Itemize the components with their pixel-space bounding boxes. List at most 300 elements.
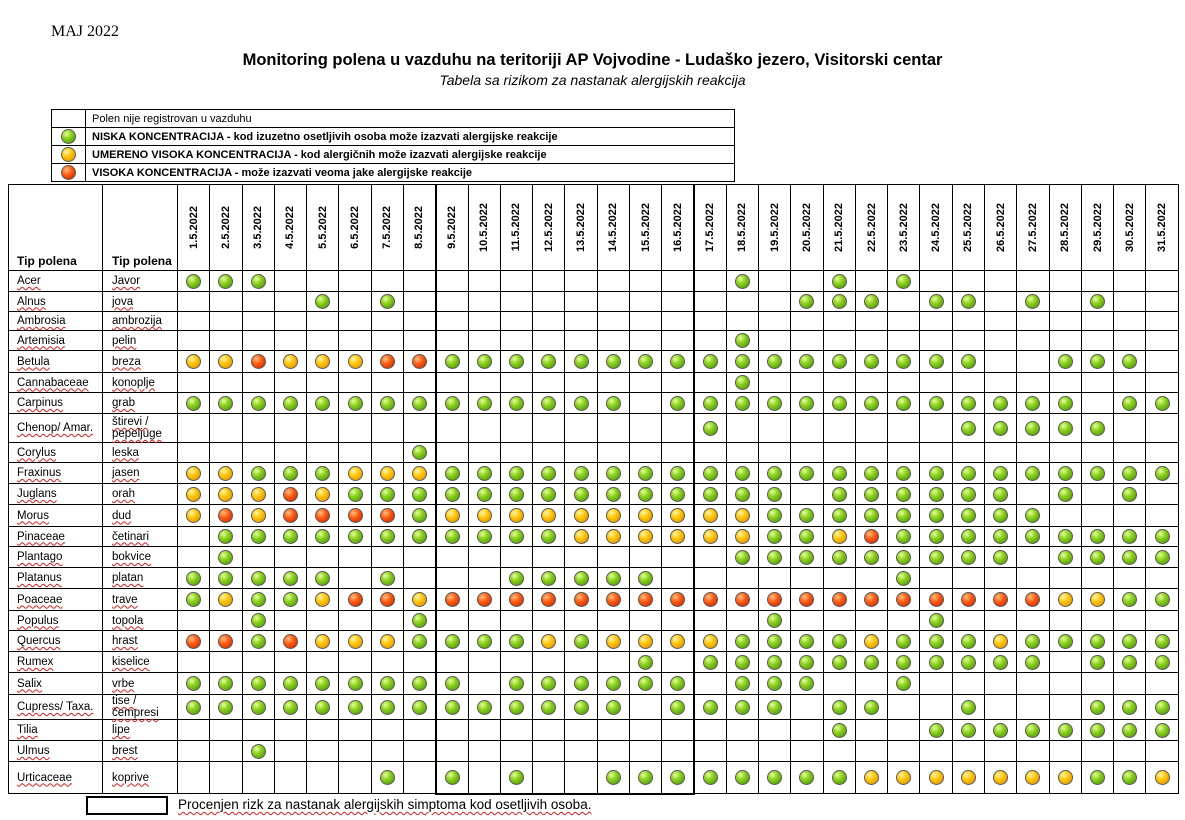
green-dot-icon xyxy=(832,294,847,309)
yellow-dot-icon xyxy=(735,508,750,523)
green-dot-icon xyxy=(929,655,944,670)
pollen-local-name: četinari xyxy=(103,527,178,547)
level-cell xyxy=(920,568,952,589)
level-cell xyxy=(629,720,661,741)
green-dot-icon xyxy=(929,466,944,481)
level-cell xyxy=(694,673,726,695)
level-cell xyxy=(855,351,887,373)
legend-text: VISOKA KONCENTRACIJA - može izazvati veoma jake alergijske reakcije xyxy=(86,164,735,182)
level-cell xyxy=(985,652,1017,673)
level-cell xyxy=(823,589,855,611)
red-dot-icon xyxy=(61,165,76,180)
level-cell xyxy=(436,271,468,292)
green-dot-icon xyxy=(1090,466,1105,481)
green-dot-icon xyxy=(929,613,944,628)
green-dot-icon xyxy=(799,655,814,670)
green-dot-icon xyxy=(735,333,750,348)
level-cell xyxy=(178,292,210,312)
green-dot-icon xyxy=(445,354,460,369)
date-label: 20.5.2022 xyxy=(800,203,813,252)
level-cell xyxy=(403,720,435,741)
level-cell xyxy=(210,547,242,568)
green-dot-icon xyxy=(993,421,1008,436)
level-cell xyxy=(985,505,1017,527)
green-dot-icon xyxy=(799,676,814,691)
level-cell xyxy=(274,414,306,443)
green-dot-icon xyxy=(380,487,395,502)
level-cell xyxy=(759,505,791,527)
red-dot-icon xyxy=(380,354,395,369)
green-dot-icon xyxy=(929,529,944,544)
green-dot-icon xyxy=(1090,634,1105,649)
green-dot-icon xyxy=(509,676,524,691)
level-cell xyxy=(371,631,403,652)
green-dot-icon xyxy=(832,655,847,670)
level-cell xyxy=(242,312,274,331)
level-cell xyxy=(1114,652,1146,673)
level-cell xyxy=(1146,351,1178,373)
date-label: 29.5.2022 xyxy=(1091,203,1104,252)
red-dot-icon xyxy=(574,592,589,607)
legend-text: Polen nije registrovan u vazduhu xyxy=(86,110,735,128)
table-row xyxy=(9,292,1179,312)
level-cell xyxy=(533,351,565,373)
level-cell xyxy=(371,271,403,292)
level-cell xyxy=(565,611,597,631)
level-cell xyxy=(565,505,597,527)
level-cell xyxy=(339,695,371,720)
green-dot-icon xyxy=(735,700,750,715)
level-cell xyxy=(1049,484,1081,505)
level-cell xyxy=(274,762,306,794)
table-row xyxy=(9,652,1179,673)
level-cell xyxy=(823,484,855,505)
level-cell xyxy=(339,652,371,673)
yellow-dot-icon xyxy=(929,770,944,785)
green-dot-icon xyxy=(509,487,524,502)
pollen-local-name: lipe xyxy=(103,720,178,741)
level-cell xyxy=(726,443,758,463)
level-cell xyxy=(1049,271,1081,292)
date-header xyxy=(952,185,984,271)
level-cell xyxy=(210,589,242,611)
green-dot-icon xyxy=(638,571,653,586)
level-cell xyxy=(307,393,339,414)
level-cell xyxy=(500,720,532,741)
pollen-latin-name: Pinaceae xyxy=(9,527,103,547)
green-dot-icon xyxy=(1058,421,1073,436)
level-cell xyxy=(533,695,565,720)
level-cell xyxy=(468,505,500,527)
green-dot-icon xyxy=(799,529,814,544)
level-cell xyxy=(629,414,661,443)
level-cell xyxy=(662,695,694,720)
level-cell xyxy=(759,331,791,351)
level-cell xyxy=(468,673,500,695)
yellow-dot-icon xyxy=(638,529,653,544)
level-cell xyxy=(468,414,500,443)
date-label: 23.5.2022 xyxy=(897,203,910,252)
level-cell xyxy=(888,463,920,484)
level-cell xyxy=(500,652,532,673)
level-cell xyxy=(920,762,952,794)
green-dot-icon xyxy=(864,466,879,481)
level-cell xyxy=(533,720,565,741)
green-dot-icon xyxy=(1122,634,1137,649)
green-dot-icon xyxy=(1058,550,1073,565)
pollen-latin-name: Quercus xyxy=(9,631,103,652)
level-cell xyxy=(307,741,339,762)
date-header xyxy=(403,185,435,271)
level-cell xyxy=(759,741,791,762)
level-cell xyxy=(888,695,920,720)
level-cell xyxy=(791,568,823,589)
green-dot-icon xyxy=(1090,700,1105,715)
date-header xyxy=(726,185,758,271)
level-cell xyxy=(565,393,597,414)
pollen-local-name: tise / čempresi xyxy=(103,695,178,720)
level-cell xyxy=(565,351,597,373)
green-dot-icon xyxy=(896,571,911,586)
green-dot-icon xyxy=(283,571,298,586)
level-cell xyxy=(1081,351,1113,373)
level-cell xyxy=(533,373,565,393)
level-cell xyxy=(920,720,952,741)
green-dot-icon xyxy=(541,396,556,411)
green-dot-icon xyxy=(412,487,427,502)
level-cell xyxy=(597,373,629,393)
pollen-local-name: platan xyxy=(103,568,178,589)
level-cell xyxy=(1114,463,1146,484)
level-cell xyxy=(436,484,468,505)
yellow-dot-icon xyxy=(993,634,1008,649)
level-cell xyxy=(371,484,403,505)
level-cell xyxy=(210,527,242,547)
green-dot-icon xyxy=(864,550,879,565)
red-dot-icon xyxy=(283,634,298,649)
green-dot-icon xyxy=(445,466,460,481)
level-cell xyxy=(952,393,984,414)
green-dot-icon xyxy=(896,550,911,565)
table-row xyxy=(9,673,1179,695)
level-cell xyxy=(597,312,629,331)
level-cell xyxy=(694,331,726,351)
level-cell xyxy=(985,393,1017,414)
level-cell xyxy=(791,631,823,652)
level-cell xyxy=(178,373,210,393)
level-cell xyxy=(468,547,500,568)
level-cell xyxy=(726,695,758,720)
green-dot-icon xyxy=(1090,550,1105,565)
green-dot-icon xyxy=(445,634,460,649)
green-dot-icon xyxy=(735,770,750,785)
level-cell xyxy=(662,414,694,443)
pollen-latin-name: Cannabaceae xyxy=(9,373,103,393)
level-cell xyxy=(952,720,984,741)
green-dot-icon xyxy=(541,676,556,691)
green-dot-icon xyxy=(574,466,589,481)
green-dot-icon xyxy=(1025,529,1040,544)
level-cell xyxy=(436,351,468,373)
green-dot-icon xyxy=(767,676,782,691)
level-cell xyxy=(823,271,855,292)
green-dot-icon xyxy=(574,396,589,411)
level-cell xyxy=(403,589,435,611)
level-cell xyxy=(1081,720,1113,741)
date-header xyxy=(533,185,565,271)
level-cell xyxy=(403,673,435,695)
level-cell xyxy=(597,611,629,631)
table-row xyxy=(9,589,1179,611)
level-cell xyxy=(597,652,629,673)
level-cell xyxy=(1049,695,1081,720)
level-cell xyxy=(1017,351,1049,373)
level-cell xyxy=(823,351,855,373)
level-cell xyxy=(468,292,500,312)
red-dot-icon xyxy=(315,508,330,523)
level-cell xyxy=(985,463,1017,484)
green-dot-icon xyxy=(929,634,944,649)
green-dot-icon xyxy=(477,396,492,411)
date-label: 15.5.2022 xyxy=(639,203,652,252)
level-cell xyxy=(855,271,887,292)
green-dot-icon xyxy=(283,700,298,715)
level-cell xyxy=(1017,443,1049,463)
level-cell xyxy=(759,695,791,720)
level-cell xyxy=(403,568,435,589)
level-cell xyxy=(242,351,274,373)
level-cell xyxy=(178,568,210,589)
level-cell xyxy=(1049,589,1081,611)
green-dot-icon xyxy=(251,529,266,544)
level-cell xyxy=(565,484,597,505)
green-dot-icon xyxy=(961,396,976,411)
level-cell xyxy=(855,547,887,568)
level-cell xyxy=(1081,484,1113,505)
pollen-latin-name: Acer xyxy=(9,271,103,292)
level-cell xyxy=(307,568,339,589)
green-dot-icon xyxy=(703,655,718,670)
date-label: 24.5.2022 xyxy=(930,203,943,252)
date-header xyxy=(791,185,823,271)
level-cell xyxy=(888,414,920,443)
green-dot-icon xyxy=(896,529,911,544)
level-cell xyxy=(500,443,532,463)
green-dot-icon xyxy=(767,655,782,670)
level-cell xyxy=(597,463,629,484)
level-cell xyxy=(1049,720,1081,741)
level-cell xyxy=(436,652,468,673)
level-cell xyxy=(662,271,694,292)
level-cell xyxy=(597,271,629,292)
date-label: 22.5.2022 xyxy=(865,203,878,252)
level-cell xyxy=(533,443,565,463)
yellow-dot-icon xyxy=(218,487,233,502)
level-cell xyxy=(178,720,210,741)
yellow-dot-icon xyxy=(638,508,653,523)
level-cell xyxy=(952,695,984,720)
level-cell xyxy=(791,292,823,312)
level-cell xyxy=(759,463,791,484)
level-cell xyxy=(436,673,468,695)
green-dot-icon xyxy=(1122,770,1137,785)
level-cell xyxy=(500,414,532,443)
yellow-dot-icon xyxy=(218,466,233,481)
level-cell xyxy=(307,720,339,741)
pollen-local-name: jasen xyxy=(103,463,178,484)
level-cell xyxy=(759,652,791,673)
level-cell xyxy=(210,695,242,720)
level-cell xyxy=(759,393,791,414)
legend-table xyxy=(51,109,735,182)
yellow-dot-icon xyxy=(1058,770,1073,785)
level-cell xyxy=(1081,652,1113,673)
green-dot-icon xyxy=(1090,770,1105,785)
level-cell xyxy=(920,331,952,351)
level-cell xyxy=(726,271,758,292)
level-cell xyxy=(1081,463,1113,484)
level-cell xyxy=(791,463,823,484)
level-cell xyxy=(759,611,791,631)
green-dot-icon xyxy=(412,676,427,691)
level-cell xyxy=(307,414,339,443)
green-dot-icon xyxy=(703,466,718,481)
date-label: 27.5.2022 xyxy=(1026,203,1039,252)
green-dot-icon xyxy=(186,676,201,691)
level-cell xyxy=(888,292,920,312)
level-cell xyxy=(1146,720,1178,741)
green-dot-icon xyxy=(832,770,847,785)
green-dot-icon xyxy=(1090,354,1105,369)
level-cell xyxy=(468,568,500,589)
level-cell xyxy=(985,373,1017,393)
pollen-local-name: jova xyxy=(103,292,178,312)
level-cell xyxy=(403,652,435,673)
green-dot-icon xyxy=(380,700,395,715)
level-cell xyxy=(920,443,952,463)
green-dot-icon xyxy=(1122,354,1137,369)
level-cell xyxy=(274,741,306,762)
date-label: 5.5.2022 xyxy=(316,206,329,249)
table-row xyxy=(9,720,1179,741)
level-cell xyxy=(855,527,887,547)
red-dot-icon xyxy=(961,592,976,607)
level-cell xyxy=(403,611,435,631)
legend-symbol xyxy=(52,110,86,128)
level-cell xyxy=(1114,741,1146,762)
yellow-dot-icon xyxy=(670,508,685,523)
level-cell xyxy=(726,527,758,547)
table-row xyxy=(9,373,1179,393)
level-cell xyxy=(565,331,597,351)
level-cell xyxy=(1146,673,1178,695)
yellow-dot-icon xyxy=(380,634,395,649)
level-cell xyxy=(468,527,500,547)
level-cell xyxy=(339,443,371,463)
level-cell xyxy=(1049,463,1081,484)
footer-note: Procenjen rizk za nastanak alergijskih simptoma kod osetljivih osoba. xyxy=(178,797,592,812)
level-cell xyxy=(468,351,500,373)
level-cell xyxy=(178,652,210,673)
level-cell xyxy=(629,568,661,589)
green-dot-icon xyxy=(1025,723,1040,738)
pollen-latin-name: Betula xyxy=(9,351,103,373)
level-cell xyxy=(1049,568,1081,589)
level-cell xyxy=(210,312,242,331)
level-cell xyxy=(985,331,1017,351)
green-dot-icon xyxy=(896,396,911,411)
green-dot-icon xyxy=(218,700,233,715)
level-cell xyxy=(1049,292,1081,312)
level-cell xyxy=(436,463,468,484)
level-cell xyxy=(500,673,532,695)
level-cell xyxy=(597,393,629,414)
level-cell xyxy=(178,443,210,463)
level-cell xyxy=(371,611,403,631)
level-cell xyxy=(662,741,694,762)
level-cell xyxy=(694,631,726,652)
level-cell xyxy=(1146,505,1178,527)
level-cell xyxy=(1146,484,1178,505)
level-cell xyxy=(1017,271,1049,292)
table-row xyxy=(9,631,1179,652)
green-dot-icon xyxy=(767,613,782,628)
date-label: 12.5.2022 xyxy=(542,203,555,252)
level-cell xyxy=(1017,741,1049,762)
green-dot-icon xyxy=(1122,529,1137,544)
level-cell xyxy=(274,271,306,292)
green-dot-icon xyxy=(412,700,427,715)
level-cell xyxy=(533,393,565,414)
green-dot-icon xyxy=(832,487,847,502)
green-dot-icon xyxy=(961,723,976,738)
level-cell xyxy=(436,695,468,720)
level-cell xyxy=(726,611,758,631)
level-cell xyxy=(823,443,855,463)
level-cell xyxy=(533,527,565,547)
green-dot-icon xyxy=(509,770,524,785)
pollen-local-name: brest xyxy=(103,741,178,762)
green-dot-icon xyxy=(864,487,879,502)
level-cell xyxy=(952,568,984,589)
green-dot-icon xyxy=(929,487,944,502)
pollen-local-name: grab xyxy=(103,393,178,414)
date-header xyxy=(178,185,210,271)
level-cell xyxy=(307,351,339,373)
green-dot-icon xyxy=(896,508,911,523)
green-dot-icon xyxy=(445,396,460,411)
level-cell xyxy=(920,741,952,762)
green-dot-icon xyxy=(348,529,363,544)
level-cell xyxy=(791,741,823,762)
level-cell xyxy=(855,373,887,393)
level-cell xyxy=(855,741,887,762)
date-label: 26.5.2022 xyxy=(994,203,1007,252)
level-cell xyxy=(500,547,532,568)
level-cell xyxy=(985,527,1017,547)
level-cell xyxy=(952,484,984,505)
level-cell xyxy=(436,568,468,589)
level-cell xyxy=(274,393,306,414)
level-cell xyxy=(468,741,500,762)
level-cell xyxy=(726,673,758,695)
green-dot-icon xyxy=(477,354,492,369)
level-cell xyxy=(565,373,597,393)
legend-symbol xyxy=(52,128,86,146)
level-cell xyxy=(339,527,371,547)
level-cell xyxy=(597,331,629,351)
level-cell xyxy=(500,351,532,373)
